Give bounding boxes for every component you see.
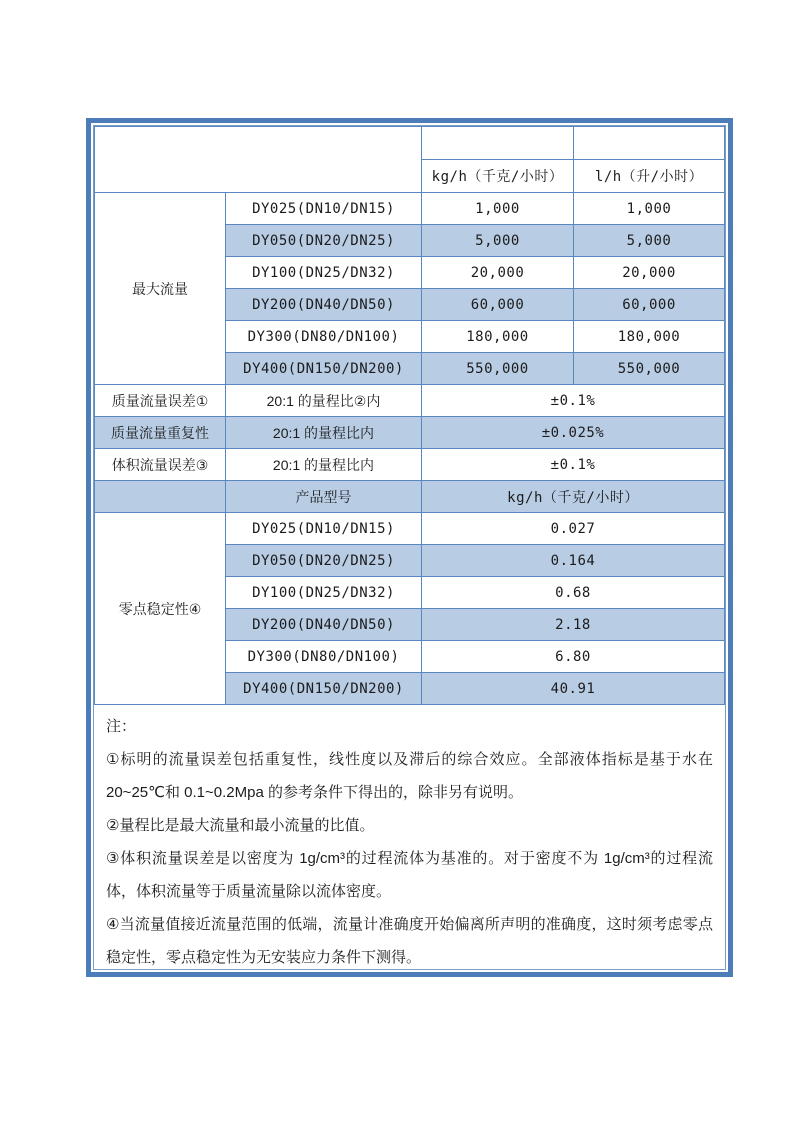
separator-unit-header: kg/h（千克/小时） [422, 481, 725, 513]
mass-unit-cell: kg/h（千克/小时） [422, 160, 574, 193]
note-item-4: ④当流量值接近流量范围的低端，流量计准确度开始偏离所声明的准确度，这时须考虑零点稳定性，零点稳定性为无安装应力条件下测得。 [106, 916, 713, 966]
spec-table [94, 126, 725, 705]
mass-value-cell: 180,000 [422, 321, 574, 353]
mass-value-cell: 1,000 [422, 193, 574, 225]
model-cell: DY100(DN25/DN32) [226, 257, 422, 289]
empty-cell [95, 481, 226, 513]
table-row [95, 193, 725, 225]
zero-value-cell: 40.91 [422, 673, 725, 705]
model-cell: DY050(DN20/DN25) [226, 225, 422, 257]
model-cell: DY025(DN10/DN15) [226, 193, 422, 225]
separator-header-row [95, 481, 725, 513]
zero-value-cell: 6.80 [422, 641, 725, 673]
model-cell: DY300(DN80/DN100) [226, 321, 422, 353]
model-cell: DY025(DN10/DN15) [226, 513, 422, 545]
mass-value-cell: 5,000 [422, 225, 574, 257]
page-frame [86, 118, 733, 977]
mass-header: 质量 [422, 127, 574, 160]
accuracy-value: ±0.025% [422, 417, 725, 449]
notes-section [94, 705, 725, 970]
volume-value-cell: 1,000 [574, 193, 725, 225]
note-item-2: ②量程比是最大流量和最小流量的比值。 [106, 817, 375, 834]
volume-value-cell: 550,000 [574, 353, 725, 385]
zero-stability-label: 零点稳定性④ [95, 513, 226, 705]
model-cell: DY400(DN150/DN200) [226, 353, 422, 385]
accuracy-value: ±0.1% [422, 385, 725, 417]
table-row [95, 449, 725, 481]
accuracy-label: 质量流量重复性 [95, 417, 226, 449]
volume-value-cell: 60,000 [574, 289, 725, 321]
separator-model-header: 产品型号 [226, 481, 422, 513]
accuracy-condition: 20:1 的量程比内 [226, 417, 422, 449]
accuracy-label: 体积流量误差③ [95, 449, 226, 481]
zero-value-cell: 2.18 [422, 609, 725, 641]
mass-value-cell: 550,000 [422, 353, 574, 385]
volume-header: 体积 [574, 127, 725, 160]
product-model-header: 产品型号 [95, 127, 422, 193]
volume-value-cell: 5,000 [574, 225, 725, 257]
table-row [95, 417, 725, 449]
table-header-row [95, 127, 725, 160]
model-cell: DY050(DN20/DN25) [226, 545, 422, 577]
zero-value-cell: 0.164 [422, 545, 725, 577]
note-item-1: ①标明的流量误差包括重复性，线性度以及滞后的综合效应。全部液体指标是基于水在 20~25℃和 0.1~0.2Mpa 的参考条件下得出的，除非另有说明。 [106, 751, 713, 801]
zero-value-cell: 0.027 [422, 513, 725, 545]
model-cell: DY200(DN40/DN50) [226, 609, 422, 641]
max-flow-label: 最大流量 [95, 193, 226, 385]
zero-value-cell: 0.68 [422, 577, 725, 609]
note-item-3: ③体积流量误差是以密度为 1g/cm³的过程流体为基准的。对于密度不为 1g/cm³的过程流体，体积流量等于质量流量除以流体密度。 [106, 850, 713, 900]
accuracy-condition: 20:1 的量程比②内 [226, 385, 422, 417]
accuracy-condition: 20:1 的量程比内 [226, 449, 422, 481]
mass-value-cell: 60,000 [422, 289, 574, 321]
table-row [95, 513, 725, 545]
accuracy-label: 质量流量误差① [95, 385, 226, 417]
volume-value-cell: 20,000 [574, 257, 725, 289]
notes-title: 注： [106, 718, 137, 735]
model-cell: DY200(DN40/DN50) [226, 289, 422, 321]
table-row [95, 385, 725, 417]
volume-unit-cell: l/h（升/小时） [574, 160, 725, 193]
model-cell: DY300(DN80/DN100) [226, 641, 422, 673]
model-cell: DY400(DN150/DN200) [226, 673, 422, 705]
accuracy-value: ±0.1% [422, 449, 725, 481]
mass-value-cell: 20,000 [422, 257, 574, 289]
model-cell: DY100(DN25/DN32) [226, 577, 422, 609]
volume-value-cell: 180,000 [574, 321, 725, 353]
content-area [93, 125, 726, 970]
